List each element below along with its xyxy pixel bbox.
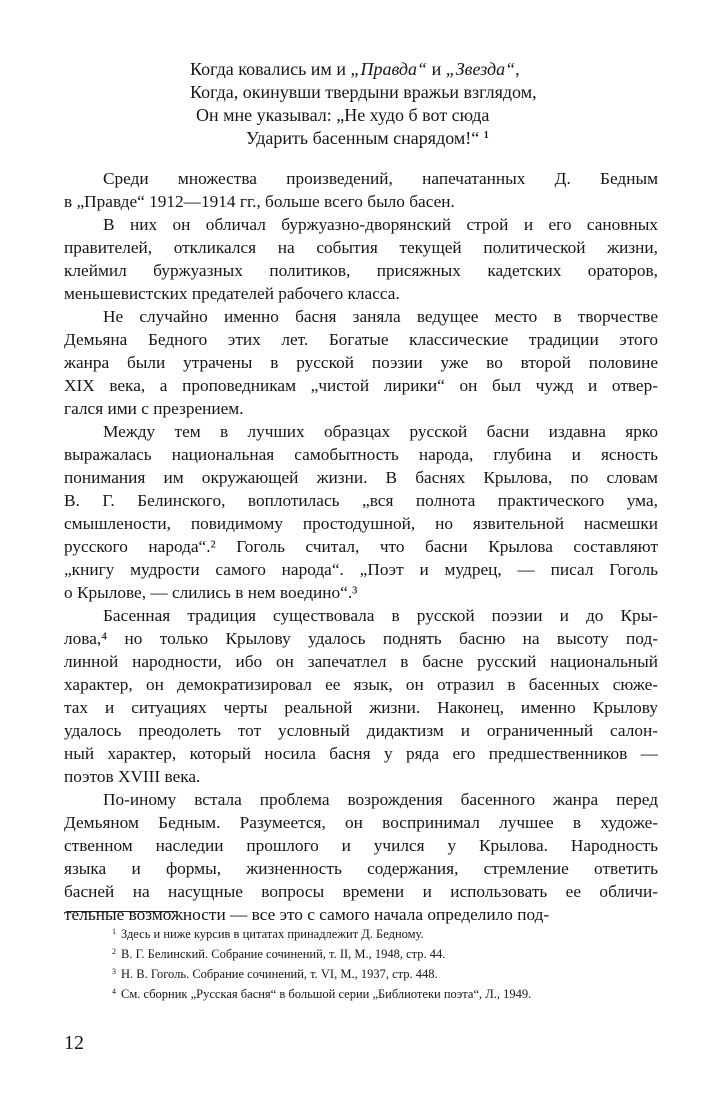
italic-title: „Звезда“ (445, 59, 516, 79)
epigraph-line: Когда, окинувши твердыни вражьи взглядом, (190, 82, 537, 102)
text-line: „книгу мудрости самого народа“. „Поэт и мудрец, — писал Гоголь (64, 560, 658, 579)
paragraph (64, 604, 658, 788)
italic-title: „Правда“ (350, 59, 428, 79)
text-line: Между тем в лучших образцах русской басни издавна ярко (103, 422, 658, 441)
text-line: меньшевистских предателей рабочего класса. (64, 284, 400, 303)
footnote-text: См. сборник „Русская басня“ в большой серии „Библиотеки поэта“, Л., 1949. (121, 987, 532, 1001)
text-line: басней на насущные вопросы времени и использовать ее обличи- (64, 882, 658, 901)
footnote (112, 924, 672, 944)
text-line: Не случайно именно басня заняла ведущее место в творчестве (103, 307, 658, 326)
footnote-number: 4 (112, 987, 116, 996)
text-line: характер, он демократизировал ее язык, он отразил в басенных сюже- (64, 675, 658, 694)
paragraph (64, 167, 658, 213)
text-line: XIX века, а проповедникам „чистой лирики“ он был чужд и отвер- (64, 376, 658, 395)
text-line: В. Г. Белинского, воплотилась „вся полнота практического ума, (64, 491, 658, 510)
text-line: Демьяна Бедного этих лет. Богатые классические традиции этого (64, 330, 658, 349)
epigraph-verse (190, 58, 630, 150)
text-line: ственном наследии прошлого и учился у Крылова. Народность (64, 836, 658, 855)
text-line: удалось преодолеть тот условный дидактизм и ограниченный салон- (64, 721, 658, 740)
text-line: языка и формы, жизненность содержания, стремление ответить (64, 859, 658, 878)
text-line: правителей, откликался на события текущей политической жизни, (64, 238, 658, 257)
footnotes (112, 924, 672, 1004)
text-line: о Крылове, — слились в нем воедино“.³ (64, 583, 358, 602)
text-line: линной народности, ибо он запечатлел в басне русский национальный (64, 652, 658, 671)
text-line: Среди множества произведений, напечатанных Д. Бедным (103, 169, 658, 188)
text-line: смышлености, повидимому простодушной, но язвительной насмешки (64, 514, 658, 533)
footnote (112, 964, 672, 984)
paragraph (64, 420, 658, 604)
footnote-reference: 1 (483, 130, 489, 141)
body-text (64, 167, 658, 926)
footnote-number: 3 (112, 967, 116, 976)
text-line: жанра были утрачены в русской поэзии уже во второй половине (64, 353, 658, 372)
text-line: ный характер, который носила басня у ряда его предшественников — (64, 744, 658, 763)
text-line: понимания им окружающей жизни. В баснях Крылова, по словам (64, 468, 658, 487)
text-line: Басенная традиция существовала в русской поэзии и до Кры- (103, 606, 658, 625)
footnote-text: Здесь и ниже курсив в цитатах принадлежит Д. Бедному. (121, 927, 424, 941)
text-line: тах и ситуациях черты реальной жизни. Наконец, именно Крылову (64, 698, 658, 717)
epigraph-line: Он мне указывал: „Не худо б вот сюда (196, 105, 490, 125)
text-line: Демьяном Бедным. Разумеется, он воспринимал лучшее в художе- (64, 813, 658, 832)
text-line: В них он обличал буржуазно-дворянский строй и его сановных (103, 215, 658, 234)
paragraph (64, 213, 658, 305)
text-line: поэтов XVIII века. (64, 767, 201, 786)
text-line: тельные возможности — все это с самого начала определило под- (64, 905, 550, 924)
page-number: 12 (64, 1032, 84, 1054)
text-line: клеймил буржуазных политиков, присяжных кадетских ораторов, (64, 261, 658, 280)
text-line: лова,⁴ но только Крылову удалось поднять басню на высоту под- (64, 629, 658, 648)
text-line: выражалась национальная самобытность народа, глубина и ясность (64, 445, 658, 464)
footnote-separator (66, 911, 178, 912)
footnote-number: 1 (112, 927, 116, 936)
text-line: русского народа“.² Гоголь считал, что басни Крылова составляют (64, 537, 658, 556)
text-line: в „Правде“ 1912—1914 гг., больше всего было басен. (64, 192, 455, 211)
paragraph (64, 788, 658, 926)
footnote-text: В. Г. Белинский. Собрание сочинений, т. II, М., 1948, стр. 44. (121, 947, 446, 961)
footnote (112, 944, 672, 964)
epigraph-line: Ударить басенным снарядом!“ $^1$ (246, 128, 489, 148)
epigraph-line: Когда ковались им и „Правда“ и „Звезда“, (190, 59, 520, 79)
footnote-number: 2 (112, 947, 116, 956)
text-line: гался ими с презрением. (64, 399, 244, 418)
footnote (112, 984, 672, 1004)
footnote-text: Н. В. Гоголь. Собрание сочинений, т. VI, М., 1937, стр. 448. (121, 967, 438, 981)
paragraph (64, 305, 658, 420)
text-line: По-иному встала проблема возрождения басенного жанра перед (103, 790, 658, 809)
